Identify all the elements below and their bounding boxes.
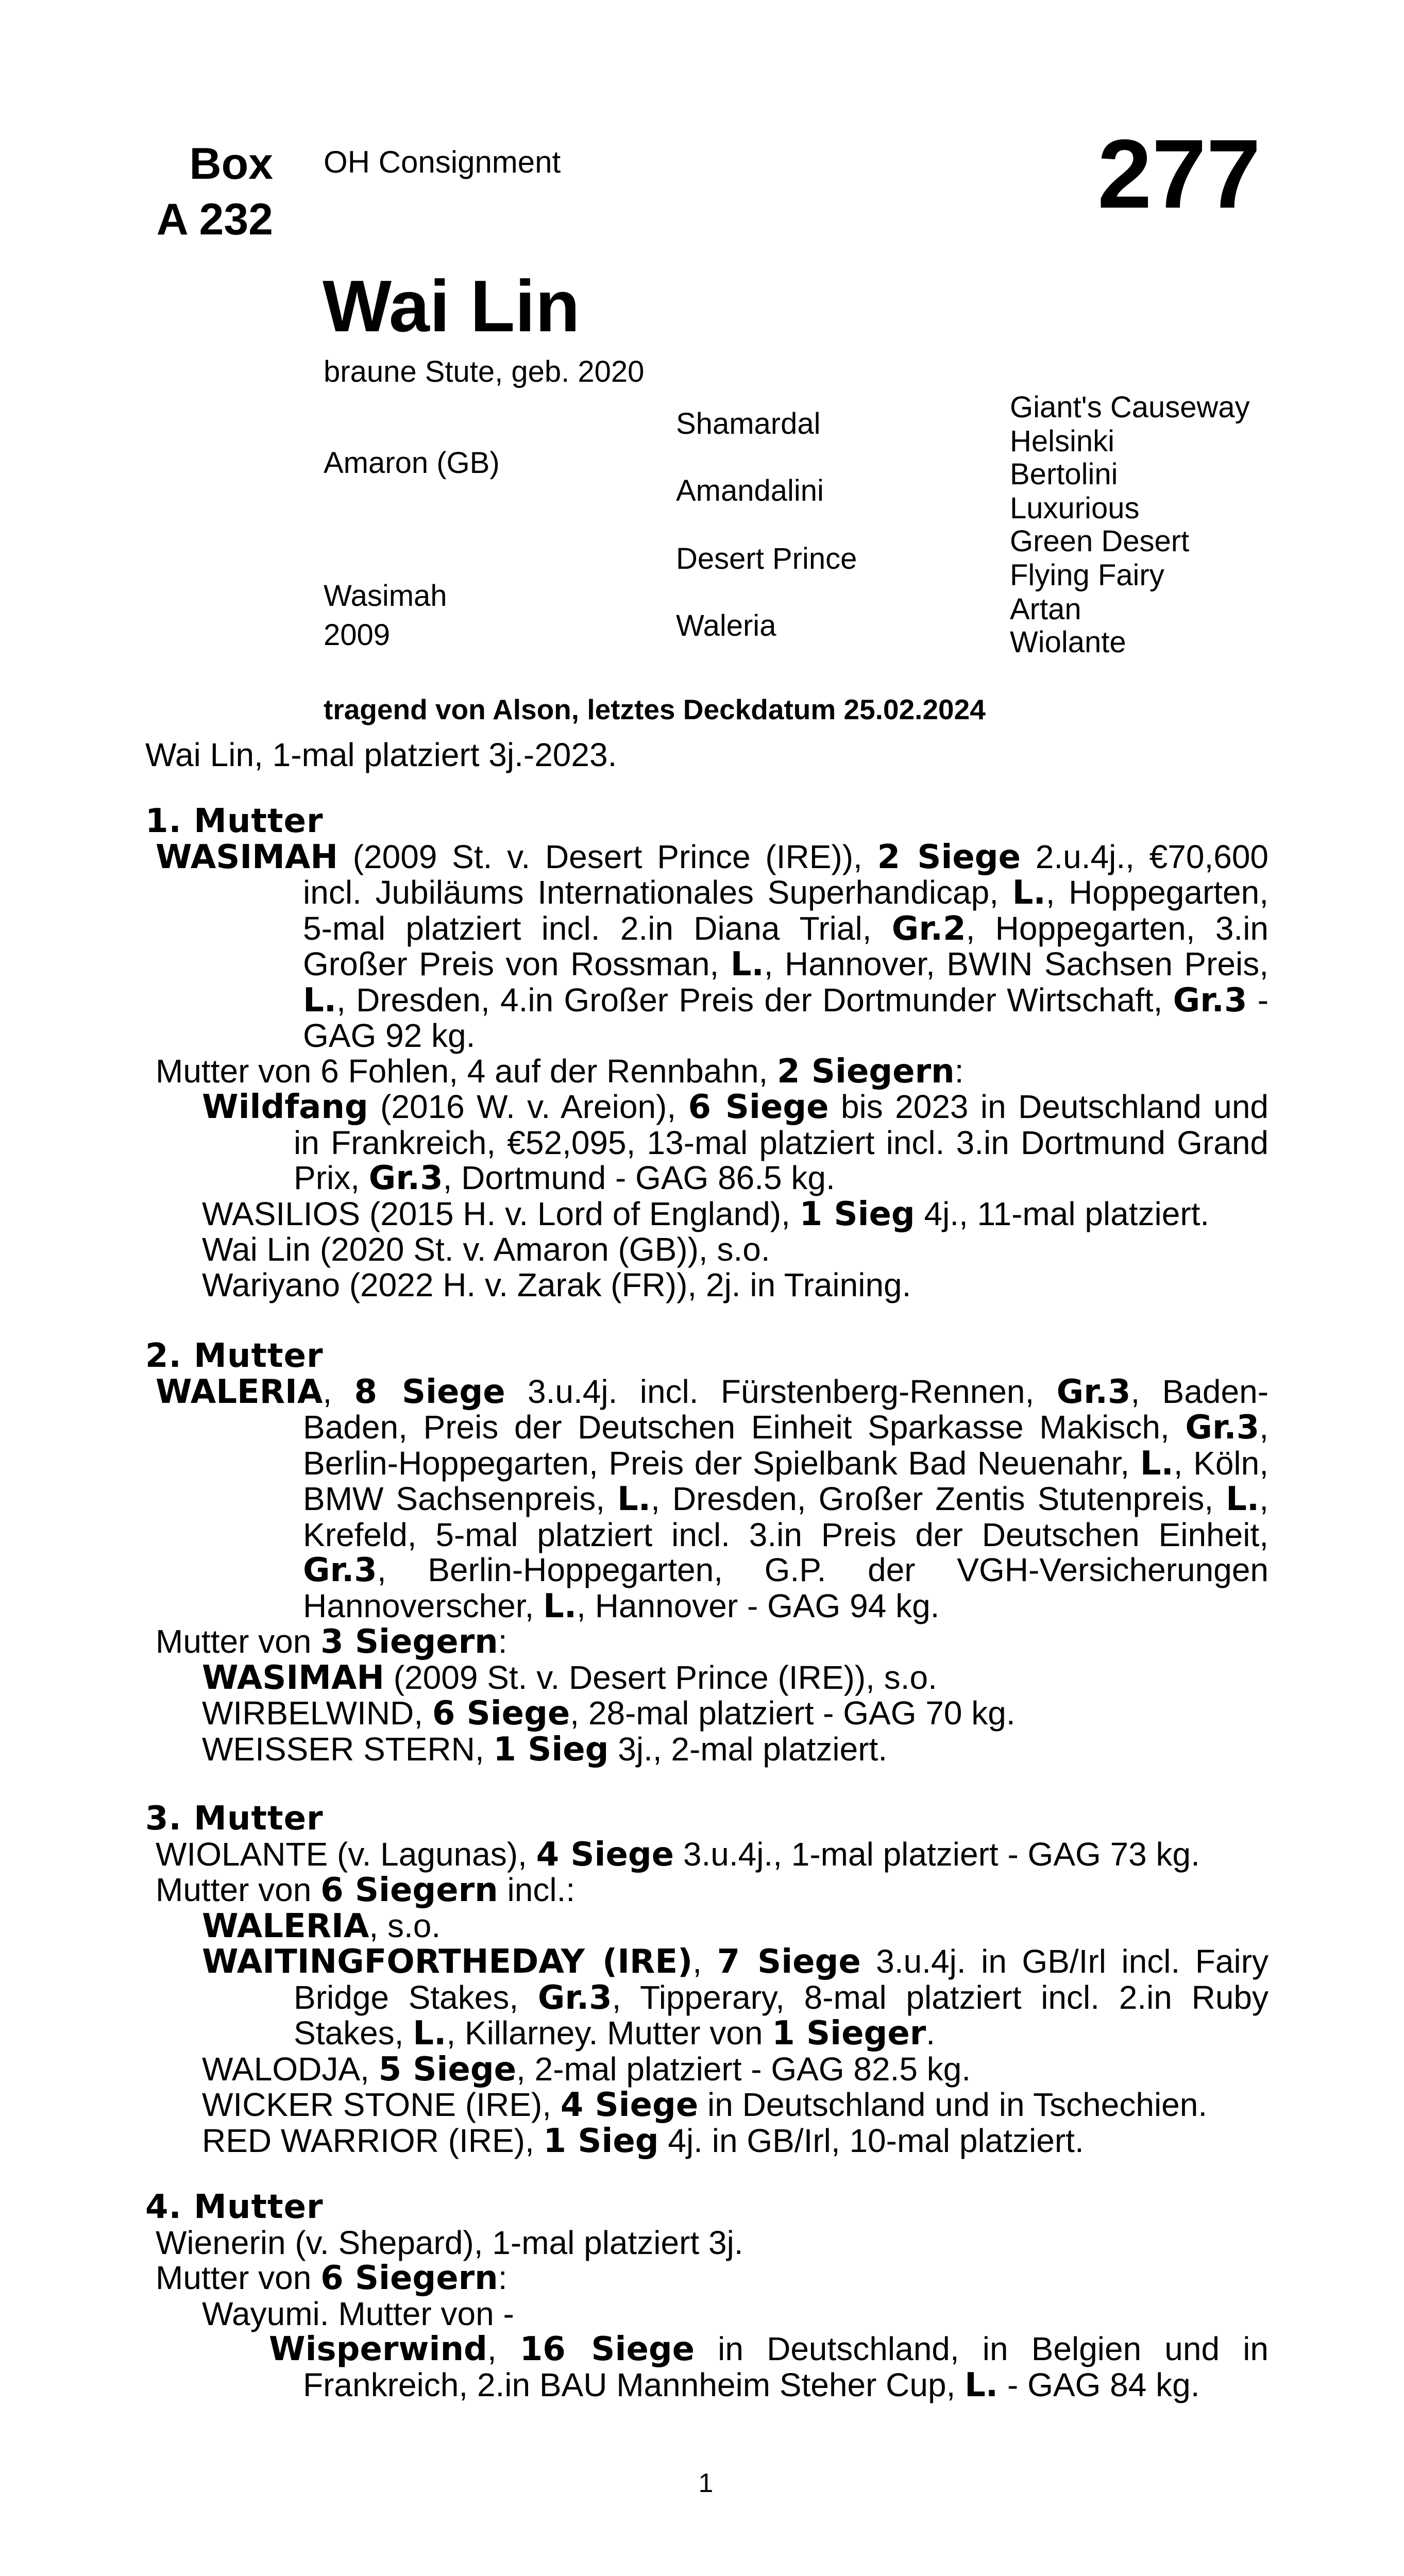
page-number: 1 — [698, 2468, 714, 2498]
produce-entry: WIRBELWIND, 6 Siege, 28-mal platziert - GAG 70 kg. — [202, 1694, 1016, 1733]
produce-entry: WASILIOS (2015 H. v. Lord of England), 1 Sieg 4j., 11-mal platziert. — [202, 1195, 1210, 1233]
race-summary: Wai Lin, 1-mal platziert 3j.-2023. — [145, 736, 617, 773]
ggs-1: Giant's Causeway — [1010, 391, 1250, 424]
consignor: OH Consignment — [324, 145, 561, 179]
cover-note: tragend von Alson, letztes Deckdatum 25.02.2024 — [324, 693, 986, 725]
produce-entry: WICKER STONE (IRE), 4 Siege in Deutschland und in Tschechien. — [202, 2086, 1208, 2124]
ggs-3: Bertolini — [1010, 457, 1118, 491]
ggs-8: Wiolante — [1010, 625, 1126, 659]
produce-entry: WAITINGFORTHEDAY (IRE), 7 Siege 3.u.4j. in GB/Irl incl. Fairy Bridge Stakes, Gr.3, Tipperary, 8-mal platziert incl. 2.in Ruby Stakes, L., Killarney. Mutter von 1 Sieger. — [202, 1943, 1268, 2053]
dam-entry: WASIMAH (2009 St. v. Desert Prince (IRE)), 2 Siege 2.u.4j., €70,600 incl. Jubiläums Internationales Superhandicap, L., Hoppegarten, 5-mal platziert incl. 2.in Diana Trial, Gr.2, Hoppegarten, 3.in Großer Preis von Rossman, L., Hannover, BWIN Sachsen Preis, L., Dresden, 4.in Großer Preis der Dortmunder Wirtschaft, Gr.3 - GAG 92 kg. — [156, 838, 1269, 1054]
section-heading: 2. Mutter — [145, 1337, 324, 1375]
ggs-2: Helsinki — [1010, 425, 1115, 458]
sire: Amaron (GB) — [324, 446, 500, 480]
dam-year: 2009 — [324, 618, 391, 652]
produce-entry: WALODJA, 5 Siege, 2-mal platziert - GAG 82.5 kg. — [202, 2050, 971, 2089]
section-heading: 1. Mutter — [145, 802, 324, 840]
produce-entry: WASIMAH (2009 St. v. Desert Prince (IRE)), s.o. — [202, 1658, 937, 1697]
produce-entry: Wayumi. Mutter von - — [202, 2295, 514, 2332]
first-dam-section — [145, 804, 1268, 1302]
ggs-7: Artan — [1010, 592, 1081, 626]
ggs-6: Flying Fairy — [1010, 558, 1164, 592]
horse-description: braune Stute, geb. 2020 — [324, 355, 645, 388]
section-heading: 4. Mutter — [145, 2188, 324, 2226]
produce-entry: RED WARRIOR (IRE), 1 Sieg 4j. in GB/Irl, 10-mal platziert. — [202, 2122, 1084, 2160]
dam: Wasimah — [324, 579, 447, 613]
dam-dam: Waleria — [676, 609, 776, 642]
produce-entry: Wildfang (2016 W. v. Areion), 6 Siege bis 2023 in Deutschland und in Frankreich, €52,095, 13-mal platziert incl. 3.in Dortmund Grand Prix, Gr.3, Dortmund - GAG 86.5 kg. — [202, 1088, 1268, 1197]
produce-entry: Wai Lin (2020 St. v. Amaron (GB)), s.o. — [202, 1231, 770, 1268]
produce-summary: Mutter von 6 Siegern incl.: — [156, 1871, 576, 1909]
produce-entry: WEISSER STERN, 1 Sieg 3j., 2-mal platziert. — [202, 1730, 888, 1769]
ggs-5: Green Desert — [1010, 524, 1190, 558]
fourth-dam-section — [145, 2190, 1268, 2403]
dam-entry: Wienerin (v. Shepard), 1-mal platziert 3j. — [156, 2224, 743, 2261]
produce-entry: WALERIA, s.o. — [202, 1907, 441, 1945]
horse-name: Wai Lin — [323, 265, 580, 347]
box-label-block — [139, 136, 273, 247]
produce-summary: Mutter von 6 Fohlen, 4 auf der Rennbahn, 2 Siegern: — [156, 1052, 964, 1091]
section-heading: 3. Mutter — [145, 1800, 324, 1838]
produce-summary: Mutter von 6 Siegern: — [156, 2259, 508, 2297]
sire-sire: Shamardal — [676, 407, 821, 440]
dam-entry: WALERIA, 8 Siege 3.u.4j. incl. Fürstenberg-Rennen, Gr.3, Baden-Baden, Preis der Deutschen Einheit Sparkasse Makisch, Gr.3, Berlin-Hoppegarten, Preis der Spielbank Bad Neuenahr, L., Köln, BMW Sachsenpreis, L., Dresden, Großer Zentis Stutenpreis, L., Krefeld, 5-mal platziert incl. 3.in Preis der Deutschen Einheit, Gr.3, Berlin-Hoppegarten, G.P. der VGH-Versicherungen Hannoverscher, L., Hannover - GAG 94 kg. — [156, 1372, 1269, 1625]
dam-entry: WIOLANTE (v. Lagunas), 4 Siege 3.u.4j., 1-mal platziert - GAG 73 kg. — [156, 1835, 1200, 1874]
ggs-4: Luxurious — [1010, 492, 1140, 525]
produce-entry: Wariyano (2022 H. v. Zarak (FR)), 2j. in Training. — [202, 1266, 911, 1303]
second-dam-section — [145, 1338, 1268, 1767]
box-label: Box — [189, 139, 273, 189]
lot-number: 277 — [1097, 120, 1261, 229]
third-dam-section — [145, 1801, 1268, 2159]
produce-summary: Mutter von 3 Siegern: — [156, 1623, 508, 1661]
box-number: A 232 — [156, 195, 273, 244]
sire-dam: Amandalini — [676, 474, 824, 507]
produce-entry: Wisperwind, 16 Siege in Deutschland, in Belgien und in Frankreich, 2.in BAU Mannheim Steher Cup, L. - GAG 84 kg. — [269, 2330, 1268, 2404]
dam-sire: Desert Prince — [676, 542, 857, 575]
